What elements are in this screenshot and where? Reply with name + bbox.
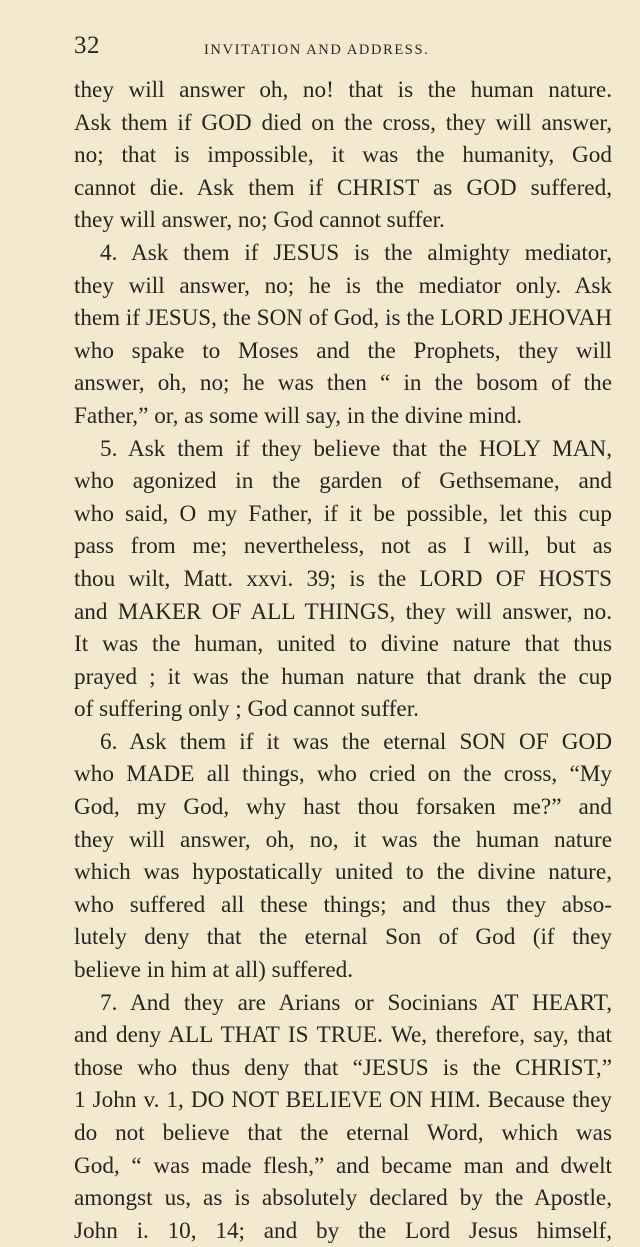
text-line: do not believe that the eternal Word, which was [74,1120,612,1146]
text-line: lutely deny that the eternal Son of God (if they [74,924,612,951]
text-line: those who thus deny that “JESUS is the CHRIST,” [74,1054,612,1081]
text-line: who agonized in the garden of Gethsemane, and [74,468,612,495]
text-line: believe in him at all) suffered. [74,957,354,984]
text-line: pass from me; nevertheless, not as I will, but as [74,533,612,560]
text-line: who suffered all these things; and thus they abso- [74,891,612,918]
text-line: 1 John v. 1, DO NOT BELIEVE ON HIM. Because they [74,1087,612,1114]
text-line: 6. Ask them if it was the eternal SON OF GOD [100,728,612,755]
text-line: they will answer, no; he is the mediator only. Ask [74,272,612,299]
text-line: them if JESUS, the SON of God, is the LORD JEHOVAH [74,305,612,331]
text-line: God, “ was made flesh,” and became man and dwelt [74,1152,612,1179]
page-header [74,28,612,74]
text-line: who said, O my Father, if it be possible, let this cup [74,500,612,527]
text-line: 4. Ask them if JESUS is the almighty mediator, [100,239,612,266]
body-text [74,74,612,1247]
text-line: no; that is impossible, it was the humanity, God [74,142,612,169]
running-head: INVITATION AND ADDRESS. [204,42,430,58]
text-line: who spake to Moses and the Prophets, they will [74,337,612,364]
text-line: God, my God, why hast thou forsaken me?” and [74,794,612,821]
text-line: which was hypostatically united to the divine nature, [74,859,612,886]
text-line: they will answer, no; God cannot suffer. [74,207,445,234]
text-line: 5. Ask them if they believe that the HOLY MAN, [100,435,612,462]
text-line: they will answer oh, no! that is the human nature. [74,77,612,103]
text-line: amongst us, as is absolutely declared by the Apostle, [74,1185,612,1212]
text-line: 7. And they are Arians or Socinians AT HEART, [100,989,612,1016]
text-line: Ask them if GOD died on the cross, they will answer, [74,109,612,136]
text-line: thou wilt, Matt. xxvi. 39; is the LORD OF HOSTS [74,565,612,592]
text-line: John i. 10, 14; and by the Lord Jesus himself, [74,1217,612,1244]
text-line: of suffering only ; God cannot suffer. [74,696,419,723]
text-line: and MAKER OF ALL THINGS, they will answer, no. [74,598,612,625]
text-line: who MADE all things, who cried on the cross, “My [74,761,612,788]
text-line: they will answer, oh, no, it was the human nature [74,826,612,853]
text-line: answer, oh, no; he was then “ in the bosom of the [74,370,612,397]
text-line: Father,” or, as some will say, in the divine mind. [74,402,523,429]
text-line: cannot die. Ask them if CHRIST as GOD suffered, [74,174,612,201]
page-number: 32 [74,32,100,59]
text-line: prayed ; it was the human nature that drank the cup [74,663,612,690]
text-line: It was the human, united to divine nature that thus [74,631,612,658]
text-line: and deny ALL THAT IS TRUE. We, therefore, say, that [74,1022,612,1049]
